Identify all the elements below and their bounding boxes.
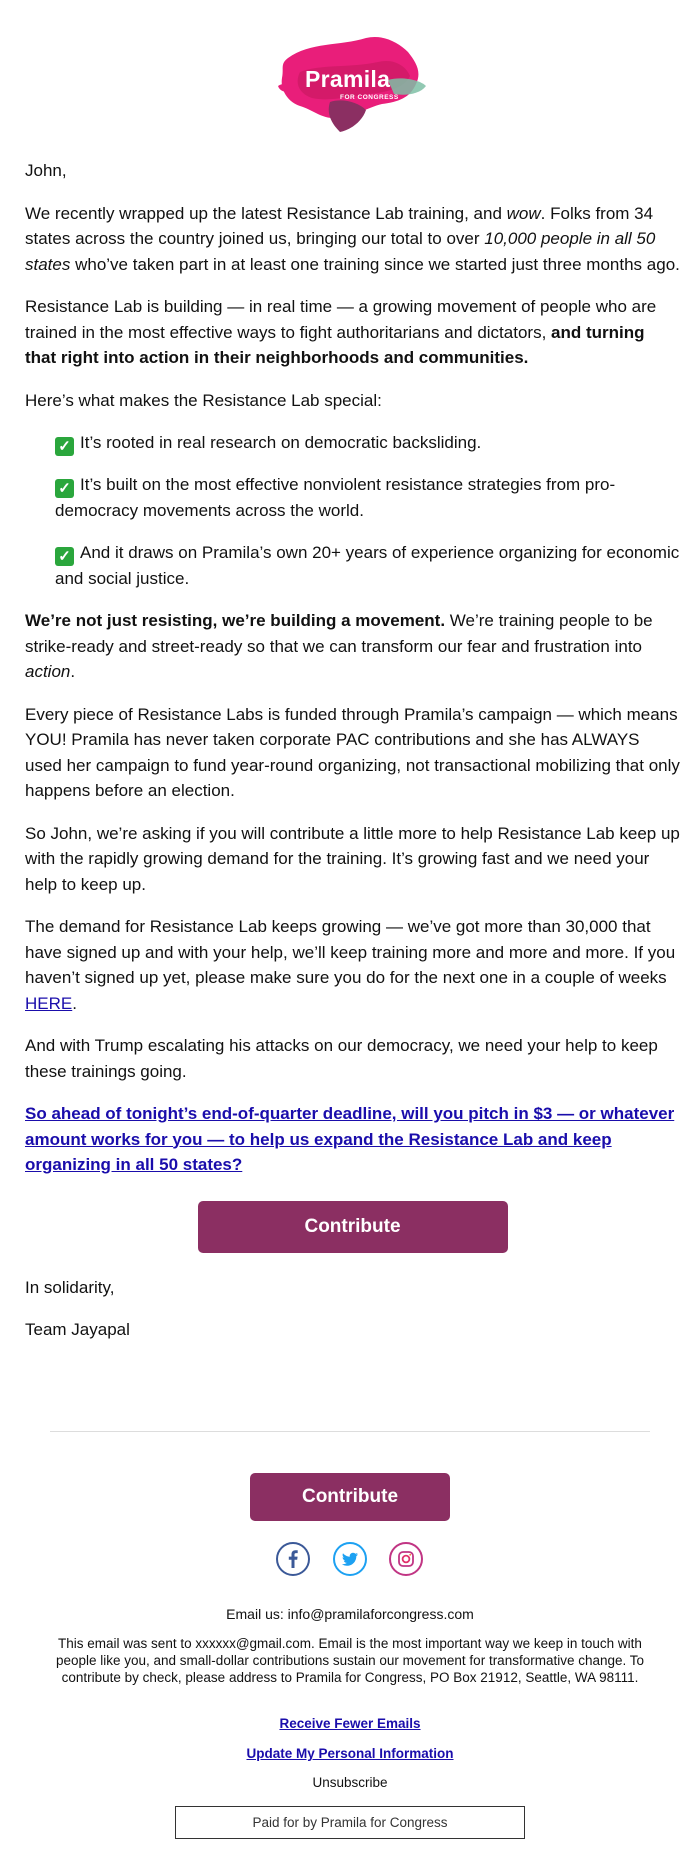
emphasis-action: action [25,662,71,681]
checklist [55,430,680,591]
list-item [55,540,680,592]
paragraph-demand [25,914,680,1016]
logo-tagline: FOR CONGRESS [340,94,399,101]
update-personal-info-link[interactable]: Update My Personal Information [246,1746,454,1761]
unsubscribe-link[interactable]: Unsubscribe [312,1775,388,1790]
paragraph-trump: And with Trump escalating his attacks on our democracy, we need your help to keep these trainings going. [25,1036,658,1081]
list-item-text: It’s built on the most effective nonviolent resistance strategies from pro-democracy movements across the world. [55,475,616,520]
paragraph-list-intro: Here’s what makes the Resistance Lab special: [25,390,382,410]
email-body [25,158,680,1360]
donation-ask-link[interactable]: So ahead of tonight’s end-of-quarter deadline, will you pitch in $3 — or whatever amount works for you — to help us expand the Resistance Lab and keep organizing in all 50 states? [25,1104,675,1174]
signature: Team Jayapal [25,1320,130,1339]
text: We recently wrapped up the latest Resistance Lab training, and [25,203,507,223]
greeting: John, [25,161,67,180]
list-item-text: It’s rooted in real research on democratic backsliding. [80,433,482,452]
signup-here-link[interactable]: HERE [25,993,73,1013]
pramila-logo[interactable] [0,28,700,136]
text: We’re training people to be strike-ready and street-ready so that we can transform our fear and frustration into [25,611,653,656]
contribute-button[interactable]: Contribute [198,1201,508,1253]
paragraph-building-movement [25,608,680,685]
contact-email: Email us: info@pramilaforcongress.com [226,1606,474,1622]
list-item-text: And it draws on Pramila’s own 20+ years of experience organizing for economic and social justice. [55,542,680,588]
bold-text: We’re not just resisting, we’re building a movement. [25,611,446,630]
text: who’ve taken part in at least one training since we started just three months ago. [70,254,680,274]
list-item [55,472,680,524]
paid-for-disclaimer: Paid for by Pramila for Congress [175,1806,525,1839]
text: . [72,993,77,1013]
emphasis-wow: wow [506,203,541,223]
check-mark-icon: ✓ [55,479,74,498]
bold-text: and turning that right into action in their neighborhoods and communities. [25,322,645,367]
signoff: In solidarity, [25,1277,115,1297]
paragraph-funding: Every piece of Resistance Labs is funded through Pramila’s campaign — which means YOU! Pramila has never taken corporate PAC contributions and she has ALWAYS used her campaign to fund year-round organizing, not transactional mobilizing that only happens before an election. [25,704,680,800]
instagram-icon[interactable] [389,1542,423,1576]
text: . [70,662,76,681]
footer-divider [50,1431,650,1432]
twitter-icon[interactable] [333,1542,367,1576]
paragraph-ask-intro: So John, we’re asking if you will contribute a little more to help Resistance Lab keep up with the rapidly growing demand for the training. It’s growing fast and we need your help to keep up. [25,823,680,894]
list-item [55,430,680,456]
donation-ask [25,1101,680,1178]
social-links [0,1542,700,1582]
text: . Folks from 34 states across the country joined us, bringing our total to over [25,203,654,248]
paragraph-training-recap [25,201,680,278]
emphasis-people-count: 10,000 people in all 50 states [25,229,656,274]
receive-fewer-emails-link[interactable]: Receive Fewer Emails [279,1716,421,1731]
facebook-icon[interactable] [276,1542,310,1576]
paragraph-movement [25,294,680,371]
footer-contribute-button[interactable]: Contribute [250,1473,450,1521]
text: Resistance Lab is building — in real time — a growing movement of people who are trained in the most effective ways to fight authoritarians and dictators, [25,297,657,342]
text: The demand for Resistance Lab keeps growing — we’ve got more than 30,000 that have signed up and with your help, we’ll keep training more and more and more. If you haven’t signed up yet, please make sure you do for the next one in a couple of weeks [25,917,676,987]
email-disclaimer: This email was sent to xxxxxx@gmail.com. Email is the most important way we keep in touch with people like you, and small-dollar contributions sustain our movement for transformative change. To contribute by check, please address to Pramila for Congress, PO Box 21912, Seattle, WA 98111. [55,1636,645,1685]
fewer-emails-row [50,1716,650,1731]
logo-name: Pramila [305,66,391,92]
update-info-row [50,1746,650,1761]
check-mark-icon: ✓ [55,547,74,566]
check-mark-icon: ✓ [55,437,74,456]
